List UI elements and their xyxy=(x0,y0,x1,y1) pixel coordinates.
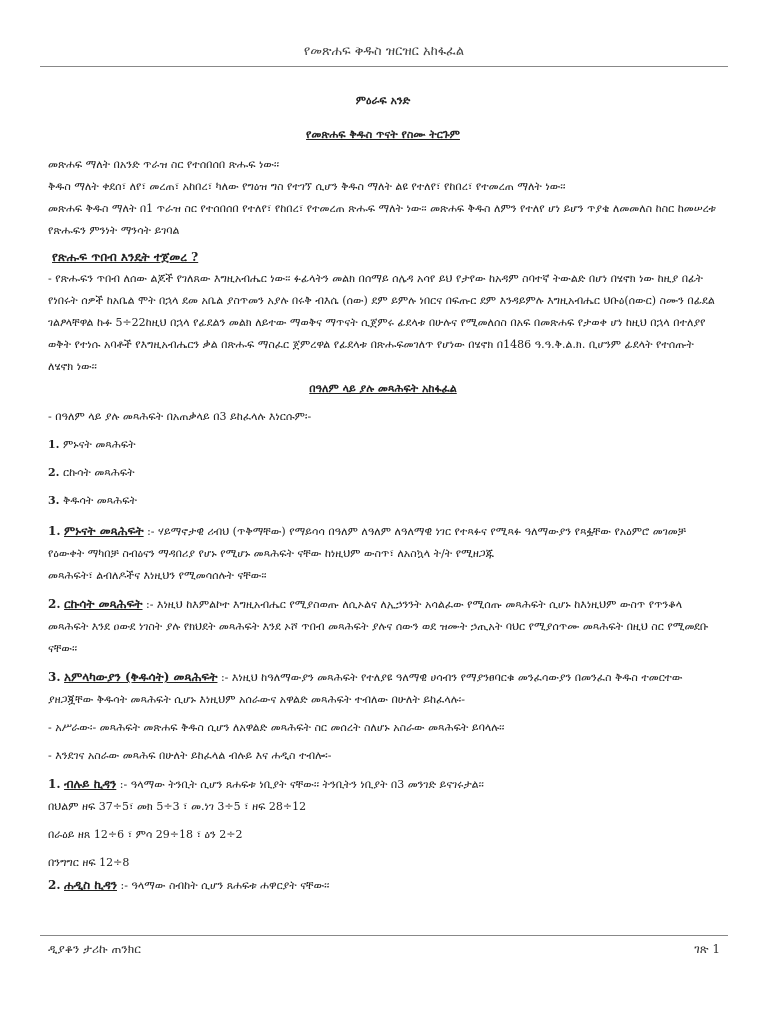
page-number: ገጽ 1 xyxy=(694,942,720,956)
new-testament-definition: 2. ሐዲስ ኪዳን :- ዓላማው ስብከት ሲሆን ጸሐፍቱ ሐዋርያት ናቸው፡፡ xyxy=(48,878,330,892)
chapter-title: ምዕራፍ አንድ xyxy=(355,94,411,107)
old-testament-definition: 1. ብሉይ ኪዳን :- ዓላማው ትንቢት ሲሆን ጸሐፍቱ ነቢያት ናቸው፡፡ ትንቢትን ነቢያት በ3 መንገድ ይናገሩታል፡፡ xyxy=(48,777,484,791)
book-type-item: 3. ቅዱሳት መጻሕፍት xyxy=(48,494,137,507)
book-type-item: 1. ምኑናት መጻሕፍት xyxy=(48,438,136,451)
writing-heading: የጽሑፍ ጥበብ እንዴት ተጀመረ ? xyxy=(52,250,199,264)
definition-2: 2. ርኩሳት መጻሕፍት :- እነዚህ ከእምልኮተ እግዚአብሔር የሚያስወጡ ለሲኦልና ለኢኃንንት አሳልፈው የሚሰጡ መጻሕፍት ሲሆኑ ከእነዚህም ውስጥ የጥንቆላ መጻሕፍት እንደ ዐውደ ነገስት ያሉ የክህደት መጻሕፍት እንደ ኦሾ ጥበብ መጻሕፍት ያሉና ሰውን ወደ ዝሙት ኃጢአት ባህር የሚያሰጥሙ መጻሕፍት በዚህ ስር የሚመደቡ ናቸው፡፡ xyxy=(48,597,709,655)
split-paragraph: - እንደገና አስራው መጻሕፍ በሁለት ይከፈላል ብሉይ እና ሐዲስ ተብሎ፡- xyxy=(48,749,332,762)
intro-paragraph: መጽሐፍ ቅዱስ ማለት በ1 ጥራዝ ስር የተሰበሰበ የተለየ፣ የከበረ፣ የተመረጠ ጽሑፍ ማለት ነው፡፡ መጽሐፍ ቅዱስ ለምን የተለየ ሆነ ይሆን ጥያቄ ለመመለስ ከስር ከመሠረቱ የጽሑፍን ምንነት ማንሳት ይገባል xyxy=(48,202,716,237)
prophecy-way: በህልም ዘፍ 37÷5፣ መክ 5÷3 ፣ መ.ነገ 3÷5 ፣ ዘፍ 28÷12 xyxy=(48,800,307,813)
intro-paragraph: መጽሐፍ ማለት በአንድ ጥራዝ ስር የተሰበሰበ ጽሑፍ ነው፡፡ xyxy=(48,158,280,171)
document-body xyxy=(48,90,718,897)
book-type-item: 2. ርኩሳት መጻሕፍት xyxy=(48,466,135,479)
footer-author: ዲያቆን ታሪኩ ጠንክር xyxy=(48,942,141,956)
prophecy-way: በራዕይ ዘጸ 12÷6 ፣ ምሳ 29÷18 ፣ ዕን 2÷2 xyxy=(48,828,243,841)
books-intro: - በዓለም ላይ ያሉ መጻሕፍት በአጠቃላይ በ3 ይከፈላሉ እነርሱም፡- xyxy=(48,410,312,423)
writing-paragraph: - የጽሑፍን ጥበብ ለሰው ልጆች የገለጸው እግዚአብሔር ነው፡፡ ፉፊላትን መልክ በሰማይ ሰሌዳ አሳየ ይህ የታየው ከአዳም ስባተኛ ትውልድ በሆነ በሄኖክ ነው ከዚያ በፊት የነበሩት ሰዎች ከአቤል ሞት በኋላ ደመ አቤል ያስጥመን አያሉ በሩቅ ብእሴ (ሰው) ደም ይምሉ ነበርና በፍጡር ደም እንዳይምሉ እግዚአብሔር ህቡዕ(ሰውር) ስሙን በፊደል ገልፆላቸዋል ኩፉ 5÷22ከዚህ በኋላ የፊደልን መልክ ለይተው ማወቅና ማጥናት ሲጀምሩ ፊደላቱ በሁሉና የሚመለሰስ በአፍ በመጽሐፍ የታወቀ ሆነ ከዚህ በኋላ በተለያየ ወቅት የተነሱ አባቶች የእግዚአብሔርን ቃል በጽሑፍ ማስፈር ጀምረዋል የፊደላቱ በጽሑፍመገለጥ የሆነው በሄኖክ በ1486 ዓ.ዓ.ቅ.ል.ክ. ቢሆንም ፊደላት የተሰጡት ለሄኖክ ነው፡፡ xyxy=(48,272,715,373)
books-heading: በዓለም ላይ ያሉ መጻሕፍት አከፋፈል xyxy=(309,382,457,395)
asrau-paragraph: - አሥራው፡- መጻሕፍት መጽሐፍ ቅዱስ ሲሆን ለአዋልድ መጻሕፍት ስር መሰረት ስለሆኑ አስራው መጻሕፍት ይባላሉ፡፡ xyxy=(48,721,505,734)
header-rule xyxy=(40,66,728,67)
running-header: የመጽሐፍ ቅዱስ ዝርዝር አከፋፈል xyxy=(303,44,465,59)
definition-1-continued: መጻሕፍት፣ ልብለዶችና እነዚህን የሚመሳሰሉት ናቸው፡፡ xyxy=(48,569,267,582)
definition-1: 1. ምኑናት መጻሕፍት :- ሃይማኖታዊ ሪብህ (ጥቅማቸው) የማይሳሳ በዓለም ለዓለም ለዓለማዊ ነገር የተጻፉና የሚጻፉ ዓለማውያን የጻፏቸው የአዕምሮ መገመቻ የዕውቀት ማካበቻ ስብዕናን ማዳበሪያ የሆኑ የሚሆኑ መጻሕፍት ናቸው ከነዚህም ውስጥ፣ ለአስኳላ ት/ት የሚዘጋጁ xyxy=(48,524,687,560)
intro-paragraph: ቅዱስ ማለት ቀደሰ፣ ለየ፣ መረጠ፣ አከበረ፣ ካለው የግዕዝ ግስ የተገኘ ሲሆን ቅዱስ ማለት ልዩ የተለየ፣ የከበረ፣ የተመረጠ ማለት ነው፡፡ xyxy=(48,180,566,193)
definition-3: 3. አምላካውያን (ቅዱሳት) መጻሕፍት :- እነዚህ ከዓለማውያን መጻሕፍት የተለያዩ ዓለማዊ ሀሳብን የማያንፀባርቁ መንፈሳውያን በመንፈስ ቅዱስ ተመርተው ያዘጋጇቸው ቅዱሳት መጻሕፍት ሲሆኑ እነዚህም አሰራውና አዋልድ መጻሕፍት ተብለው በሁለት ይከፈላሉ፡- xyxy=(48,670,683,706)
prophecy-way: በንግግር ዘፍ 12÷8 xyxy=(48,856,130,869)
footer-rule xyxy=(40,935,728,936)
section-title: የመጽሐፍ ቅዱስ ጥናት የስሙ ትርጉም xyxy=(306,128,460,141)
